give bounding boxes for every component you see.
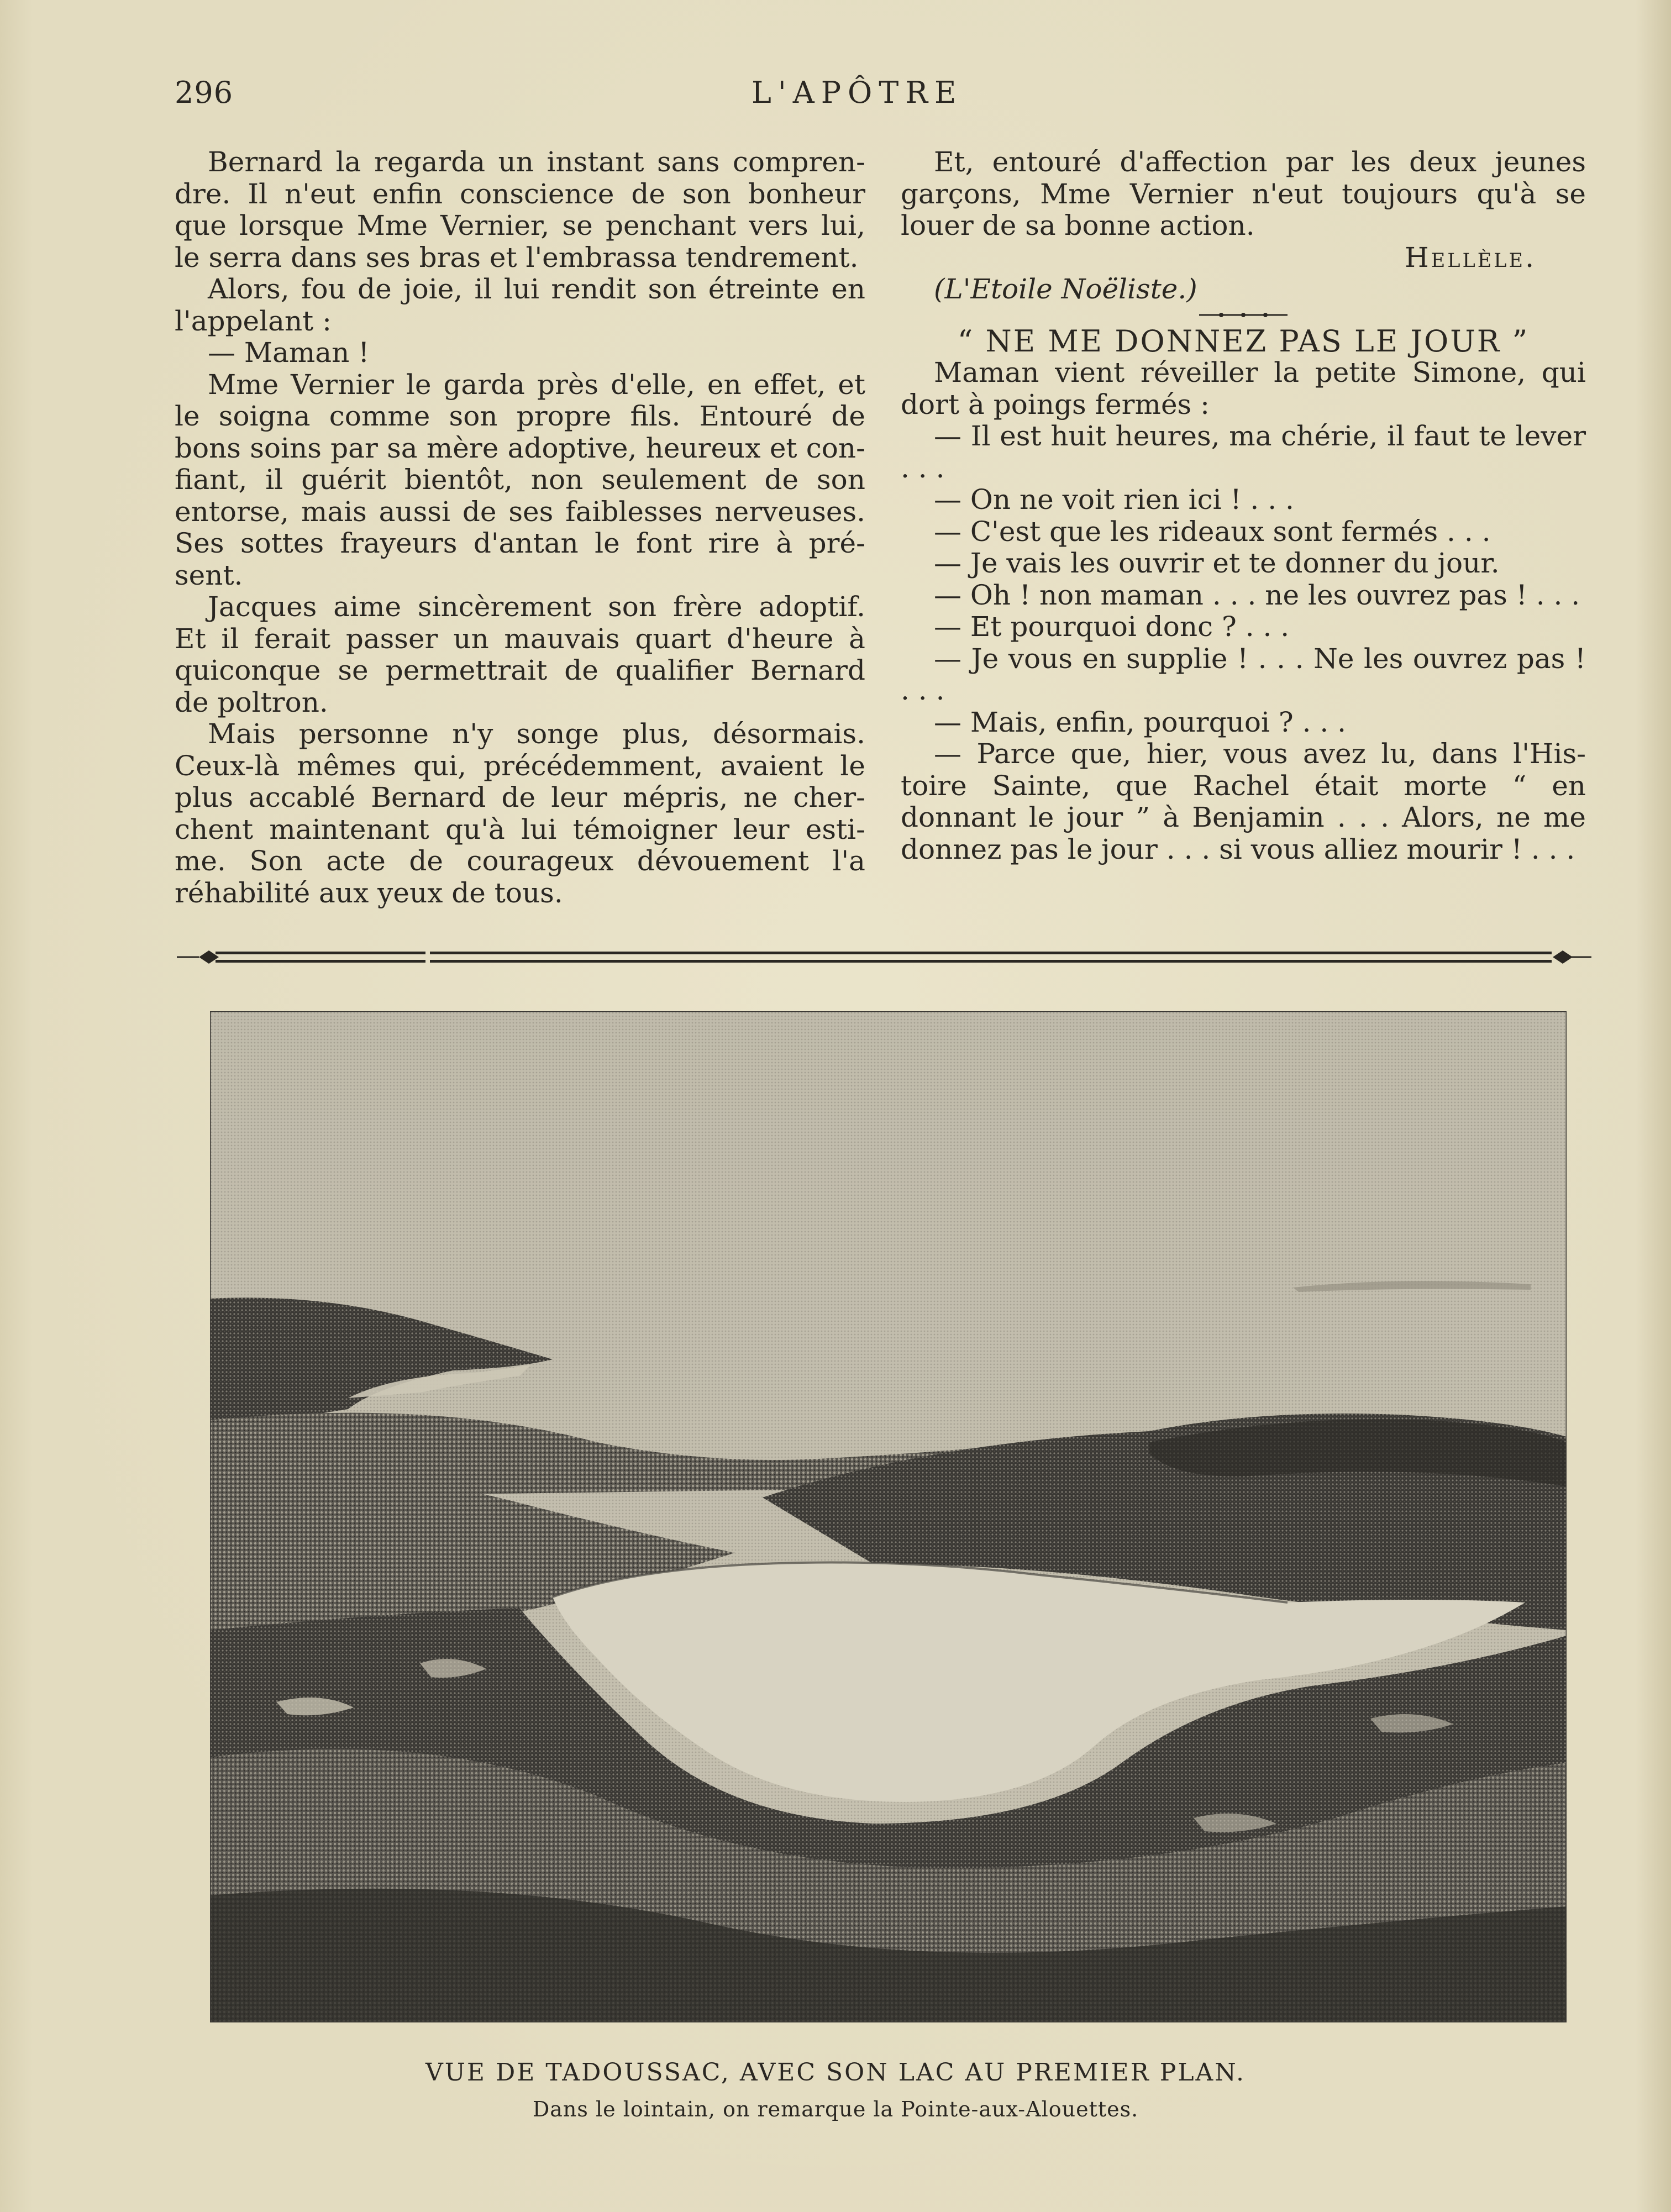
right-paragraph-3: — On ne voit rien ici ! . . .	[934, 484, 1294, 516]
right-paragraph-1: Maman vient réveiller la petite Simone, qui dort à poings fermés :	[901, 356, 1586, 421]
right-paragraph-10: — Parce que, hier, vous avez lu, dans l'His-toire Sainte, que Rachel était morte “ en donnant le jour ” à Benjamin . . . Alors, ne me donnez pas le jour . . . si vous alliez mourir ! . . .	[901, 738, 1586, 865]
right-paragraph-5: — Je vais les ouvrir et te donner du jour.	[934, 547, 1500, 579]
left-paragraph-1: Bernard la regarda un instant sans compren-dre. Il n'eut enfin conscience de son bonheur que lorsque Mme Vernier, se penchant vers lui, le serra dans ses bras et l'embrassa tendrement.	[175, 146, 865, 274]
right-paragraph-9: — Mais, enfin, pourquoi ? . . .	[934, 706, 1347, 738]
tadoussac-photograph	[210, 1011, 1567, 2022]
running-title: L'APÔTRE	[752, 75, 963, 110]
page-number: 296	[175, 75, 234, 110]
right-paragraph-8: — Je vous en supplie ! . . . Ne les ouvrez pas ! . . .	[901, 642, 1586, 706]
figure-subcaption: Dans le lointain, on remarque la Pointe-aux-Alouettes.	[532, 2097, 1139, 2121]
left-paragraph-6: Mais personne n'y songe plus, désormais. Ceux-là mêmes qui, précédemment, avaient le plus accablé Bernard de leur mépris, ne cher-chent maintenant qu'à lui témoigner leur esti-me. Son acte de courageux dévouement l'a réhabilité aux yeux de tous.	[175, 718, 865, 909]
author-signature: Hellèle.	[1405, 241, 1536, 274]
right-intro-paragraph: Et, entouré d'affection par les deux jeunes garçons, Mme Vernier n'eut toujours qu'à se louer de sa bonne action.	[901, 146, 1586, 241]
ornamental-divider	[177, 944, 1591, 970]
right-paragraph-4: — C'est que les rideaux sont fermés . . .	[934, 515, 1491, 548]
left-paragraph-4: Mme Vernier le garda près d'elle, en effet, et le soigna comme son propre fils. Entouré de bons soins par sa mère adoptive, heureux et con-fiant, il guérit bientôt, non seulement de son entorse, mais aussi de ses faiblesses nerveuses. Ses sottes frayeurs d'antan le font rire à pré-sent.	[175, 368, 865, 591]
left-paragraph-5: Jacques aime sincèrement son frère adoptif. Et il ferait passer un mauvais quart d'heure à quiconque se permettrait de qualifier Bernard de poltron.	[175, 591, 865, 718]
right-paragraph-6: — Oh ! non maman . . . ne les ouvrez pas ! . . .	[934, 579, 1580, 611]
figure-caption: VUE DE TADOUSSAC, AVEC SON LAC AU PREMIER PLAN.	[425, 2058, 1246, 2087]
section-title: “ NE ME DONNEZ PAS LE JOUR ”	[957, 323, 1530, 359]
left-paragraph-3: — Maman !	[208, 337, 370, 369]
source-citation: (L'Etoile Noëliste.)	[934, 273, 1197, 305]
left-paragraph-2: Alors, fou de joie, il lui rendit son étreinte en l'appelant :	[175, 273, 865, 337]
right-column	[901, 146, 1586, 865]
section-ornament	[1199, 310, 1288, 320]
left-column	[175, 146, 865, 909]
right-paragraph-7: — Et pourquoi donc ? . . .	[934, 611, 1290, 643]
right-paragraph-2: — Il est huit heures, ma chérie, il faut te lever . . .	[901, 420, 1586, 484]
